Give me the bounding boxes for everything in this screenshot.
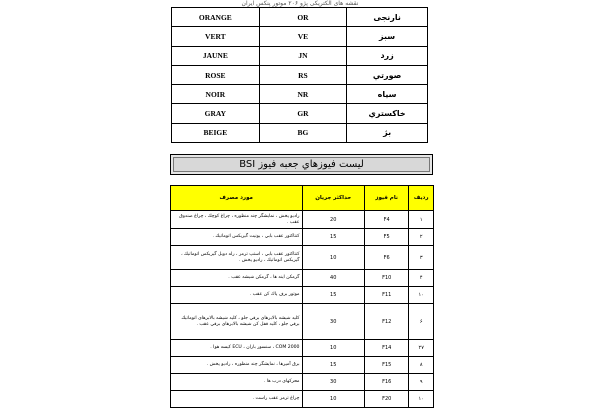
color-english: ORANGE xyxy=(172,8,260,27)
fuse-row xyxy=(171,270,434,287)
color-code: RS xyxy=(259,65,347,84)
fuse-name: F6 xyxy=(364,246,409,270)
fuse-name: F16 xyxy=(364,374,409,391)
color-code: GR xyxy=(259,104,347,123)
header-row: رديف xyxy=(409,186,434,211)
color-row xyxy=(172,65,428,84)
fuse-table-header xyxy=(171,186,434,211)
color-english: JAUNE xyxy=(172,46,260,65)
fuse-max-current: 30 xyxy=(302,374,364,391)
fuse-description: گرمكن اينه ها ، گرمكن شيشه عقب . xyxy=(171,270,303,287)
fuse-max-current: 20 xyxy=(302,211,364,229)
fuse-name: F12 xyxy=(364,304,409,340)
fuse-row-number: ۶ xyxy=(409,304,434,340)
fuse-max-current: 10 xyxy=(302,391,364,408)
fuse-row-number: ۹ xyxy=(409,374,434,391)
fuse-max-current: 40 xyxy=(302,270,364,287)
header-description: مورد مصرف xyxy=(171,186,303,211)
header-max-current: حداكثر جريان xyxy=(302,186,364,211)
color-code: VE xyxy=(259,27,347,46)
color-english: VERT xyxy=(172,27,260,46)
fuse-description: محركهاي درب ها . xyxy=(171,374,303,391)
fuse-description: موتور برف پاك كن عقب . xyxy=(171,287,303,304)
fuse-row-number: ۴ xyxy=(409,270,434,287)
fuse-description: برق آمپرها ، نمايشگر چند منظوره ، راديو پخش . xyxy=(171,357,303,374)
color-row xyxy=(172,27,428,46)
fuse-max-current: 30 xyxy=(302,304,364,340)
fuse-row-number: ۱۰ xyxy=(409,391,434,408)
fuse-max-current: 10 xyxy=(302,340,364,357)
fuse-row-number: ۲۷ xyxy=(409,340,434,357)
fuse-row xyxy=(171,374,434,391)
color-code: NR xyxy=(259,85,347,104)
fuse-row-number: ۳ xyxy=(409,246,434,270)
color-persian: بژ xyxy=(347,123,428,142)
color-row xyxy=(172,85,428,104)
color-persian: سياه xyxy=(347,85,428,104)
color-code: JN xyxy=(259,46,347,65)
fuse-description: چراغ ترمز عقب راست . xyxy=(171,391,303,408)
fuse-name: F4 xyxy=(364,211,409,229)
color-persian: خاكستري xyxy=(347,104,428,123)
fuse-description: COM 2000 ، سنسور باران ، ECU كيسه هوا . xyxy=(171,340,303,357)
fuse-row xyxy=(171,340,434,357)
bsi-fuse-table xyxy=(170,185,434,408)
fuse-max-current: 15 xyxy=(302,287,364,304)
color-persian: نارنجی xyxy=(347,8,428,27)
fuse-description: كليد شيشه بالابرهاي برقي جلو ، كليد شيشه بالابرهاي اتوماتيك برقي جلو ، كليد قفل كن شيشه بالابرهاي برقي عقب . xyxy=(171,304,303,340)
fuse-name: F20 xyxy=(364,391,409,408)
wire-color-table xyxy=(171,7,428,143)
fuse-row-number: ۲ xyxy=(409,229,434,246)
color-persian: سبز xyxy=(347,27,428,46)
color-english: ROSE xyxy=(172,65,260,84)
color-english: BEIGE xyxy=(172,123,260,142)
fuse-name: F14 xyxy=(364,340,409,357)
color-english: NOIR xyxy=(172,85,260,104)
fuse-name: F5 xyxy=(364,229,409,246)
fuse-row xyxy=(171,211,434,229)
fuse-name: F15 xyxy=(364,357,409,374)
fuse-row-number: ۱ xyxy=(409,211,434,229)
color-row xyxy=(172,46,428,65)
color-row xyxy=(172,8,428,27)
bsi-title: ليست فيوزهاي جعبه فيوز BSI xyxy=(173,157,430,172)
fuse-max-current: 15 xyxy=(302,357,364,374)
fuse-description: كنتاكتور عقب بابي ، يونيت گيربكس اتوماتيك . xyxy=(171,229,303,246)
color-code: BG xyxy=(259,123,347,142)
fuse-name: F11 xyxy=(364,287,409,304)
color-row xyxy=(172,104,428,123)
fuse-description: كنتاكتور عقب بابي ، استپ ترمز ، رله دوبل گيربكس اتوماتيك ، گيربكس اتوماتيك ، راديو پخش . xyxy=(171,246,303,270)
fuse-max-current: 10 xyxy=(302,246,364,270)
fuse-name: F10 xyxy=(364,270,409,287)
fuse-row xyxy=(171,391,434,408)
color-row xyxy=(172,123,428,142)
bsi-title-box xyxy=(170,154,433,175)
fuse-row-number: ۸ xyxy=(409,357,434,374)
color-persian: زرد xyxy=(347,46,428,65)
header-fuse-name: نام فيوز xyxy=(364,186,409,211)
color-persian: صورتي xyxy=(347,65,428,84)
fuse-row xyxy=(171,304,434,340)
fuse-max-current: 15 xyxy=(302,229,364,246)
fuse-row xyxy=(171,229,434,246)
color-code: OR xyxy=(259,8,347,27)
fuse-row xyxy=(171,246,434,270)
color-english: GRAY xyxy=(172,104,260,123)
fuse-row xyxy=(171,287,434,304)
page-header: نقشه های الکتریکی پژو ۲۰۶ موتور پنکس ایران xyxy=(241,0,359,7)
fuse-description: راديو پخش ، نمايشگر چند منظوره ، چراغ كوچك ، چراغ صندوق عقب . xyxy=(171,211,303,229)
fuse-row xyxy=(171,357,434,374)
fuse-row-number: ۱۰ xyxy=(409,287,434,304)
